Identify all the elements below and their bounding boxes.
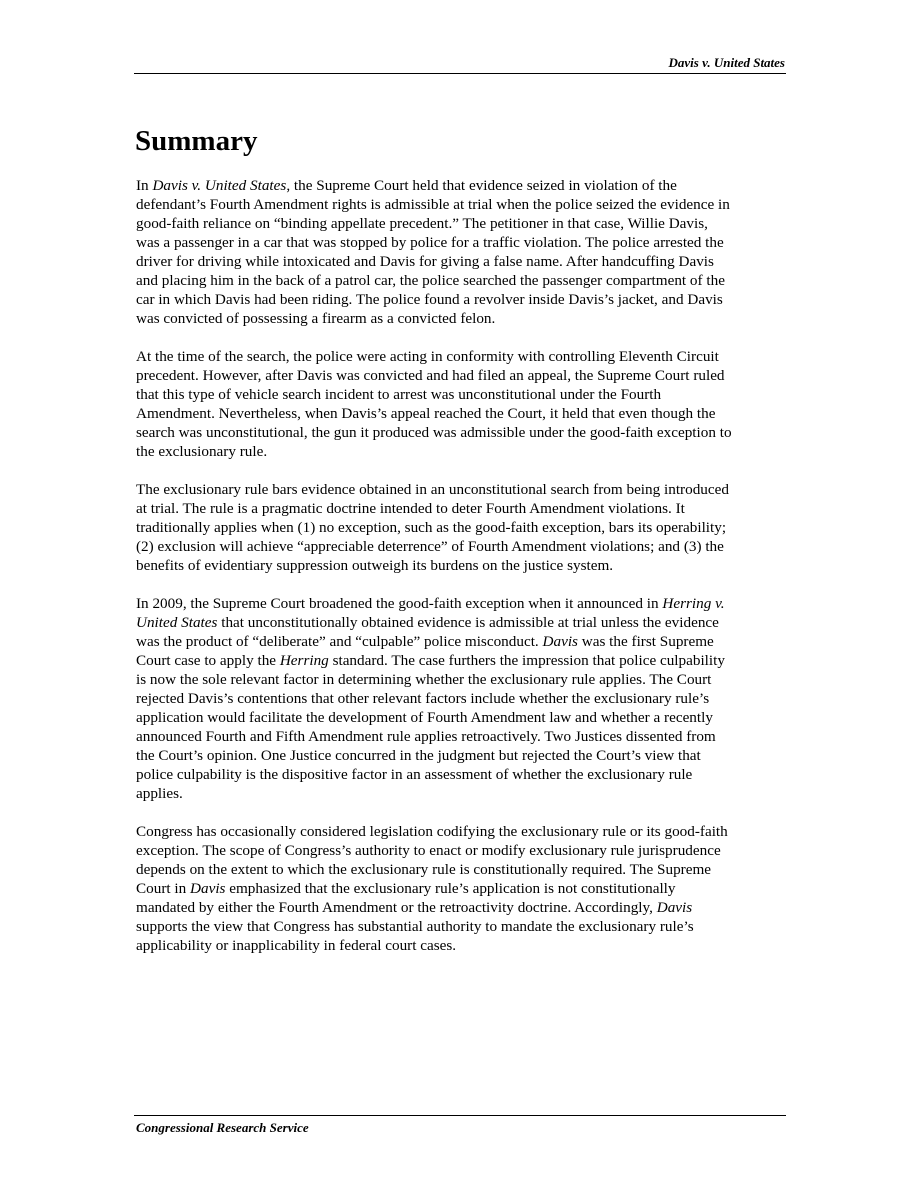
text-run: precedent. However, after Davis was convicted and had filed an appeal, the Supreme Court ruled — [136, 367, 725, 384]
text-line — [136, 689, 786, 708]
text-run: search was unconstitutional, the gun it produced was admissible under the good-faith exception to — [136, 424, 732, 441]
text-line — [136, 727, 786, 746]
summary-paragraph — [136, 822, 786, 955]
case-name-italic: Herring — [279, 652, 329, 669]
summary-paragraph — [136, 480, 786, 575]
text-run: mandated by either the Fourth Amendment or the retroactivity doctrine. Accordingly, — [136, 899, 657, 916]
case-name-italic: Davis v. United States — [152, 177, 287, 194]
text-run: exception. The scope of Congress’s authority to enact or modify exclusionary rule jurisprudence — [136, 842, 721, 859]
summary-body — [136, 176, 786, 974]
text-line — [136, 499, 786, 518]
footer-source: Congressional Research Service — [136, 1120, 309, 1135]
text-run: was the first Supreme — [577, 633, 714, 650]
text-run: Congress has occasionally considered legislation codifying the exclusionary rule or its good-faith — [136, 823, 728, 840]
summary-paragraph — [136, 347, 786, 461]
text-run: was a passenger in a car that was stopped by police for a traffic violation. The police arrested the — [136, 234, 724, 251]
text-run: the exclusionary rule. — [136, 443, 268, 460]
text-run: rejected Davis’s contentions that other relevant factors include whether the exclusionary rule’s — [136, 690, 710, 707]
text-run: In — [136, 177, 153, 194]
text-run: that unconstitutionally obtained evidence is admissible at trial unless the evidence — [217, 614, 719, 631]
text-line — [136, 518, 786, 537]
text-run: , the Supreme Court held that evidence seized in violation of the — [286, 177, 677, 194]
text-run: driver for driving while intoxicated and Davis for giving a false name. After handcuffing Davis — [136, 253, 714, 270]
text-line — [136, 784, 786, 803]
page-footer — [134, 1115, 786, 1135]
text-line — [136, 651, 786, 670]
text-run: depends on the extent to which the exclusionary rule is constitutionally required. The Supreme — [136, 861, 712, 878]
text-run: standard. The case furthers the impression that police culpability — [328, 652, 725, 669]
text-line — [136, 917, 786, 936]
text-run: emphasized that the exclusionary rule’s application is not constitutionally — [225, 880, 676, 897]
text-line — [136, 765, 786, 784]
case-name-italic: United States — [136, 614, 218, 631]
text-line — [136, 537, 786, 556]
text-line — [136, 594, 786, 613]
text-line — [136, 309, 786, 328]
text-run: At the time of the search, the police were acting in conformity with controlling Eleventh Circuit — [136, 348, 719, 365]
text-run: (2) exclusion will achieve “appreciable deterrence” of Fourth Amendment violations; and (3) the — [136, 538, 724, 555]
text-line — [136, 879, 786, 898]
text-line — [136, 195, 786, 214]
text-run: good-faith reliance on “binding appellate precedent.” The petitioner in that case, Willie Davis, — [136, 215, 708, 232]
summary-paragraph — [136, 176, 786, 328]
text-run: traditionally applies when (1) no exception, such as the good-faith exception, bars its operability; — [136, 519, 727, 536]
text-run: The exclusionary rule bars evidence obtained in an unconstitutional search from being introduced — [136, 481, 729, 498]
text-line — [136, 632, 786, 651]
text-line — [136, 670, 786, 689]
page-title: Summary — [135, 125, 258, 157]
text-line — [136, 252, 786, 271]
text-line — [136, 176, 786, 195]
text-run: Amendment. Nevertheless, when Davis’s appeal reached the Court, it held that even though the — [136, 405, 716, 422]
text-line — [136, 841, 786, 860]
text-run: police culpability is the dispositive factor in an assessment of whether the exclusionary rule — [136, 766, 693, 783]
text-run: was the product of “deliberate” and “culpable” police misconduct. — [136, 633, 543, 650]
text-run: defendant’s Fourth Amendment rights is admissible at trial when the police seized the evidence in — [136, 196, 730, 213]
text-line — [136, 233, 786, 252]
case-name-italic: Davis — [656, 899, 693, 916]
text-line — [136, 404, 786, 423]
text-line — [136, 480, 786, 499]
text-line — [136, 708, 786, 727]
case-name-italic: Davis — [190, 880, 226, 897]
text-run: at trial. The rule is a pragmatic doctrine intended to deter Fourth Amendment violations. It — [136, 500, 685, 517]
text-line — [136, 746, 786, 765]
text-line — [136, 271, 786, 290]
text-line — [136, 290, 786, 309]
text-run: supports the view that Congress has substantial authority to mandate the exclusionary rule’s — [136, 918, 694, 935]
text-line — [136, 347, 786, 366]
text-run: applies. — [136, 785, 183, 802]
summary-paragraph — [136, 594, 786, 803]
text-run: In 2009, the Supreme Court broadened the good-faith exception when it announced in — [136, 595, 663, 612]
case-name-italic: Davis — [542, 633, 578, 650]
text-line — [136, 385, 786, 404]
text-line — [136, 822, 786, 841]
text-run: applicability or inapplicability in federal court cases. — [136, 937, 457, 954]
text-line — [136, 214, 786, 233]
text-run: Court in — [136, 880, 191, 897]
text-run: was convicted of possessing a firearm as a convicted felon. — [136, 310, 496, 327]
text-line — [136, 860, 786, 879]
running-header — [134, 55, 786, 74]
text-run: application would facilitate the development of Fourth Amendment law and whether a recently — [136, 709, 713, 726]
text-line — [136, 613, 786, 632]
text-run: car in which Davis had been riding. The police found a revolver inside Davis’s jacket, and Davis — [136, 291, 723, 308]
text-line — [136, 442, 786, 461]
text-run: announced Fourth and Fifth Amendment rule applies retroactively. Two Justices dissented from — [136, 728, 716, 745]
text-line — [136, 556, 786, 575]
text-run: Court case to apply the — [136, 652, 280, 669]
text-line — [136, 423, 786, 442]
text-run: and placing him in the back of a patrol car, the police searched the passenger compartment of the — [136, 272, 725, 289]
text-run: benefits of evidentiary suppression outweigh its burdens on the justice system. — [136, 557, 614, 574]
running-header-title: Davis v. United States — [668, 55, 785, 70]
text-line — [136, 898, 786, 917]
text-run: the Court’s opinion. One Justice concurred in the judgment but rejected the Court’s view that — [136, 747, 701, 764]
case-name-italic: Herring v. — [662, 595, 725, 612]
text-run: that this type of vehicle search incident to arrest was unconstitutional under the Fourth — [136, 386, 662, 403]
text-line — [136, 366, 786, 385]
text-run: is now the sole relevant factor in determining whether the exclusionary rule applies. The Court — [136, 671, 712, 688]
text-line — [136, 936, 786, 955]
